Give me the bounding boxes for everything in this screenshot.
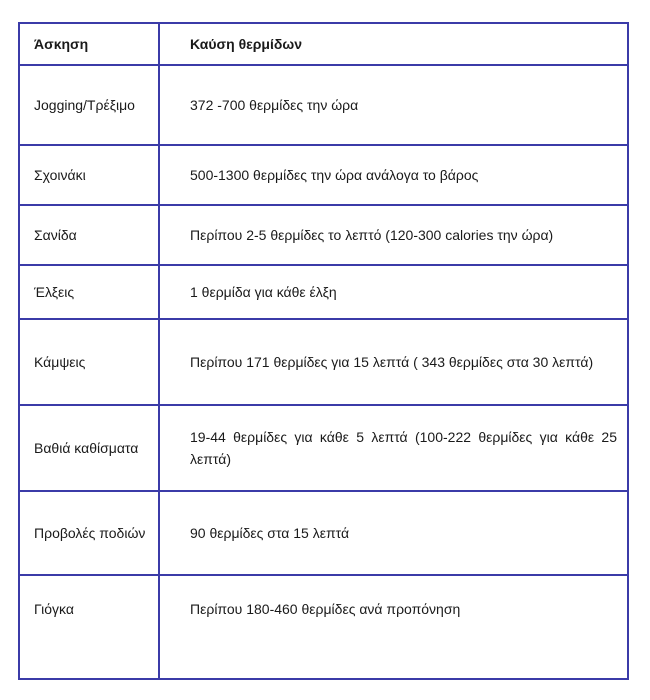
- table-row: [19, 405, 628, 491]
- table-row: [19, 205, 628, 265]
- exercise-cell: Jogging/Τρέξιμο: [19, 65, 159, 145]
- exercise-cell: Προβολές ποδιών: [19, 491, 159, 575]
- table-row: [19, 575, 628, 679]
- exercise-cell: Βαθιά καθίσματα: [19, 405, 159, 491]
- calories-cell: Περίπου 2-5 θερμίδες το λεπτό (120-300 calories την ώρα): [159, 205, 628, 265]
- calories-cell: 90 θερμίδες στα 15 λεπτά: [159, 491, 628, 575]
- exercise-cell: Έλξεις: [19, 265, 159, 319]
- calories-cell: Περίπου 171 θερμίδες για 15 λεπτά ( 343 θερμίδες στα 30 λεπτά): [159, 319, 628, 405]
- table-header-row: [19, 23, 628, 65]
- calories-cell: 372 -700 θερμίδες την ώρα: [159, 65, 628, 145]
- header-calories: Καύση θερμίδων: [159, 23, 628, 65]
- table-row: [19, 491, 628, 575]
- exercise-cell: Σανίδα: [19, 205, 159, 265]
- exercise-cell: Γιόγκα: [19, 575, 159, 679]
- exercise-cell: Κάμψεις: [19, 319, 159, 405]
- table-row: [19, 265, 628, 319]
- table-row: [19, 145, 628, 205]
- calories-cell: 1 θερμίδα για κάθε έλξη: [159, 265, 628, 319]
- header-exercise: Άσκηση: [19, 23, 159, 65]
- calorie-burn-table: [18, 22, 629, 680]
- exercise-cell: Σχοινάκι: [19, 145, 159, 205]
- calories-cell: 19-44 θερμίδες για κάθε 5 λεπτά (100-222 θερμίδες για κάθε 25 λεπτά): [159, 405, 628, 491]
- calories-cell: 500-1300 θερμίδες την ώρα ανάλογα το βάρος: [159, 145, 628, 205]
- table-row: [19, 319, 628, 405]
- table-row: [19, 65, 628, 145]
- calories-cell: Περίπου 180-460 θερμίδες ανά προπόνηση: [159, 575, 628, 679]
